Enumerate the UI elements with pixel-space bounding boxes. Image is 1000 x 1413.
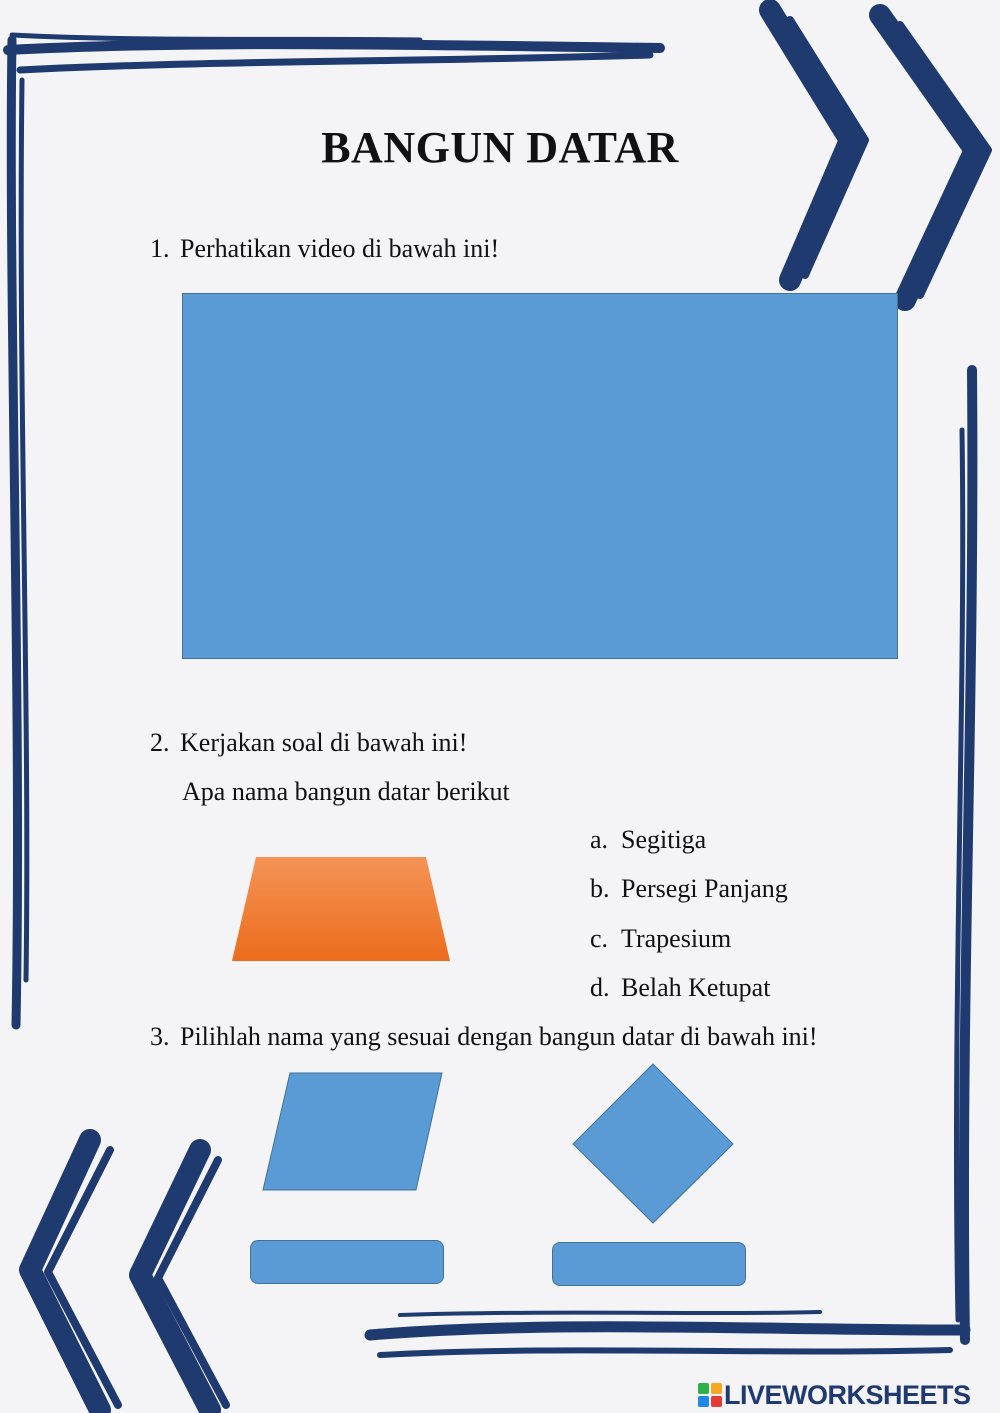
option-b-label: Persegi Panjang xyxy=(621,874,788,903)
question-2 xyxy=(150,728,467,758)
trapezoid-shape xyxy=(230,856,452,962)
parallelogram-shape xyxy=(260,1071,446,1193)
video-placeholder[interactable] xyxy=(182,293,898,659)
question-2-prompt: Apa nama bangun datar berikut xyxy=(182,777,510,806)
question-1-number: 1. xyxy=(150,234,170,263)
option-d[interactable] xyxy=(590,973,770,1003)
question-2-number: 2. xyxy=(150,728,170,757)
rhombus-shape xyxy=(571,1063,735,1225)
option-a-letter: a. xyxy=(590,825,609,854)
option-d-label: Belah Ketupat xyxy=(621,973,771,1002)
option-b-letter: b. xyxy=(590,874,610,903)
page-title: BANGUN DATAR xyxy=(321,123,679,172)
watermark-text: LIVEWORKSHEETS xyxy=(724,1380,971,1410)
option-c-label: Trapesium xyxy=(621,924,732,953)
option-d-letter: d. xyxy=(590,973,610,1002)
question-3-number: 3. xyxy=(150,1022,170,1051)
option-b[interactable] xyxy=(590,874,788,904)
question-1-text: Perhatikan video di bawah ini! xyxy=(180,234,500,263)
liveworksheets-logo-icon xyxy=(698,1383,722,1407)
option-a[interactable] xyxy=(590,825,706,855)
option-c[interactable] xyxy=(590,924,731,954)
question-1 xyxy=(150,234,499,264)
option-a-label: Segitiga xyxy=(621,825,707,854)
question-3 xyxy=(150,1022,818,1052)
question-3-text: Pilihlah nama yang sesuai dengan bangun datar di bawah ini! xyxy=(180,1022,818,1051)
answer-box-rhombus[interactable] xyxy=(552,1242,746,1286)
watermark xyxy=(698,1380,998,1410)
answer-box-parallelogram[interactable] xyxy=(250,1240,444,1284)
option-c-letter: c. xyxy=(590,924,609,953)
question-2-text: Kerjakan soal di bawah ini! xyxy=(180,728,468,757)
